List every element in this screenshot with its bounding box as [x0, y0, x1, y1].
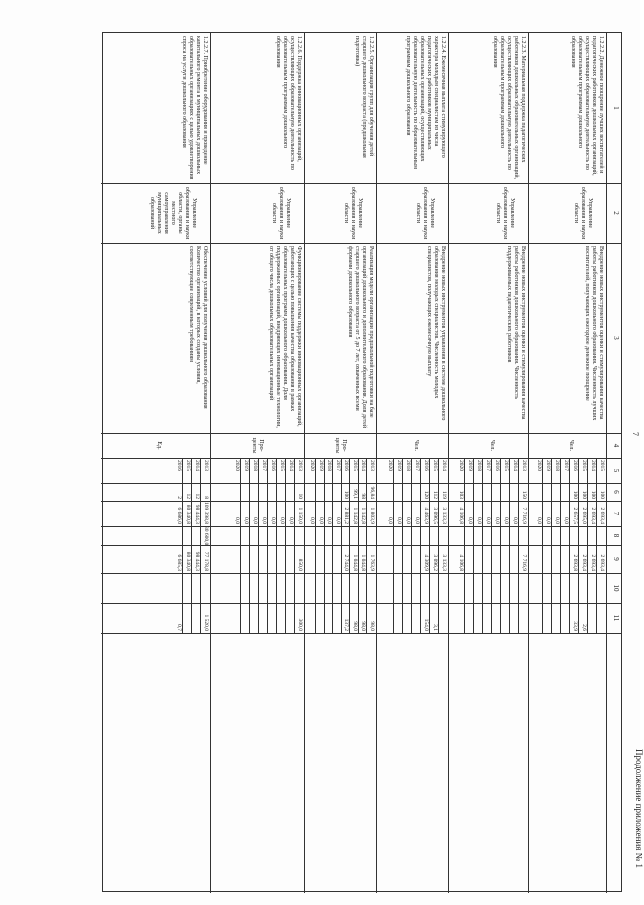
- year-value: 2019: [318, 460, 324, 471]
- cell-value: 0,0: [467, 517, 473, 524]
- cell-value: 3 096,5: [432, 507, 438, 524]
- year-value: 2015: [599, 460, 605, 471]
- column-number: 7: [612, 511, 620, 516]
- cell-value: 103: [458, 490, 464, 499]
- year-row-divider: [367, 458, 368, 633]
- year-row-divider: [411, 458, 412, 633]
- cell-value: 3,1: [432, 624, 438, 631]
- cell-value: 12: [194, 493, 200, 499]
- cell-value: 2 695,0: [581, 507, 587, 524]
- cell-value: 98: [360, 493, 367, 499]
- column-divider: [101, 573, 621, 574]
- row-divider: [448, 33, 449, 893]
- column-number: 10: [612, 584, 620, 592]
- cell-value: 80 340,8: [185, 551, 191, 571]
- year-value: 2013: [203, 460, 209, 471]
- year-row-divider: [578, 458, 579, 633]
- year-row-divider: [240, 458, 241, 633]
- column-number: 5: [612, 468, 620, 473]
- year-value: 2017: [563, 460, 569, 471]
- cell-value: 0,0: [405, 517, 411, 524]
- year-row-divider: [402, 458, 403, 633]
- year-value: 2020: [309, 460, 316, 471]
- cell-value: 99,1: [352, 489, 358, 499]
- year-row-divider: [500, 458, 501, 633]
- column-divider: [101, 526, 621, 527]
- year-row-divider: [182, 458, 183, 633]
- cell-value: 33,9: [572, 621, 578, 631]
- cell-value: 98,0: [369, 621, 375, 631]
- row-divider: [376, 33, 377, 893]
- column-number: 3: [612, 336, 620, 340]
- program-measures-table: [102, 32, 622, 892]
- year-value: 2017: [261, 460, 267, 471]
- cell-value: 0,0: [554, 517, 560, 524]
- executor-text: Управление образования и науки области, органы местного самоуправления муниципальных образований: [149, 186, 197, 240]
- cell-value: 98,0: [352, 621, 358, 631]
- year-row-divider: [542, 458, 543, 633]
- cell-value: 0,0: [326, 517, 333, 524]
- year-row-divider: [429, 458, 430, 633]
- year-value: 2016: [572, 460, 578, 471]
- year-row-divider: [267, 458, 268, 633]
- year-row-divider: [464, 458, 465, 633]
- indicator-text: Функционирование системы поддержки инновационных организаций, работающих с целью повышения качества образования в рамках образовательных программ дошкольного образования. Доля поддержанных организаций, внедряющих инновационные технологии, от общего числа дошкольных образовательных организаций: [268, 246, 302, 428]
- cell-value: 300,0: [297, 618, 303, 631]
- indicator-text: Внедрение новых инструментов оценки и стимулирования качества работы работников дошкольного образования. Численность поддерживаемых педагогических работников: [506, 246, 526, 420]
- unit-text: Чел.: [413, 439, 419, 452]
- year-value: 2016: [494, 460, 500, 471]
- cell-value: 77 178,8: [203, 551, 209, 571]
- cell-value: 100: [581, 490, 587, 499]
- year-row-divider: [358, 458, 359, 633]
- cell-value: 1 150,0: [297, 507, 303, 524]
- cell-value: 0,0: [503, 517, 509, 524]
- cell-value: 1 142,8: [360, 507, 367, 524]
- year-row-divider: [491, 458, 492, 633]
- column-number: 11: [612, 614, 620, 622]
- executor-text: Управление образования и науки области: [573, 186, 593, 240]
- cell-value: 3 096,2: [432, 554, 438, 571]
- cell-value: 1 803,9: [369, 507, 375, 524]
- cell-value: 0,0: [512, 517, 518, 524]
- cell-value: 6 686,0: [176, 507, 182, 524]
- column-divider: [101, 183, 621, 184]
- cell-value: 0,0: [252, 517, 258, 524]
- year-row-divider: [249, 458, 250, 633]
- year-value: 2013: [369, 460, 375, 471]
- column-divider: [101, 458, 621, 459]
- cell-value: 2 693,4: [599, 554, 605, 571]
- year-value: 2014: [194, 460, 200, 471]
- executor-text: Управление образования и науки области: [343, 186, 363, 240]
- measure-text: 1.2.2.6. Поддержка инновационных организаций, осуществляющих образовательную деятельность по образовательным программам дошкольного образования: [275, 36, 302, 170]
- cell-value: 0,0: [476, 517, 482, 524]
- cell-value: 2 693,4: [599, 507, 605, 524]
- year-row-divider: [509, 458, 510, 633]
- cell-value: 1 044,8: [352, 554, 358, 571]
- column-number: 4: [612, 443, 620, 448]
- year-row-divider: [393, 458, 394, 633]
- year-row-divider: [350, 458, 351, 633]
- unit-text: Чел.: [489, 439, 495, 452]
- cell-value: 0,0: [234, 517, 240, 524]
- row-divider: [606, 33, 607, 893]
- cell-value: 30 600,0: [203, 526, 209, 546]
- year-row-divider: [276, 458, 277, 633]
- column-number: 6: [612, 490, 620, 494]
- column-divider: [101, 433, 621, 434]
- year-row-divider: [569, 458, 570, 633]
- year-row-divider: [341, 458, 342, 633]
- cell-value: 0,0: [318, 517, 324, 524]
- year-row-divider: [200, 458, 201, 633]
- cell-value: 112: [432, 490, 438, 499]
- year-value: 2017: [414, 460, 420, 471]
- cell-value: 2 881,2: [343, 507, 350, 524]
- measure-text: 1.2.2.7. Приобретение оборудования и проведение капитального ремонта в муниципальных дошкольных образовательных организациях с целью удовлетворения спроса на услуги дошкольного образования: [181, 36, 208, 180]
- page-number: 7: [631, 432, 640, 436]
- column-divider: [101, 633, 621, 634]
- year-row-divider: [596, 458, 597, 633]
- cell-value: 98,0: [360, 621, 367, 631]
- indicator-text: Обеспечение условий для получения дошкольного образования Количество организаций, в которых созданы условия, соответствующие современным требованиям: [188, 246, 208, 409]
- cell-value: 3 133,3: [441, 554, 447, 571]
- cell-value: 1 520,0: [203, 614, 209, 631]
- indicator-text: Внедрение новых инструментов управления в системе дошкольного образования молодых специалистов. Численность молодых специалистов, получающих ежемесячную выплату: [426, 246, 446, 421]
- cell-value: 120: [423, 490, 429, 499]
- cell-value: 0,0: [288, 517, 294, 524]
- cell-value: 100: [572, 490, 578, 499]
- year-row-divider: [420, 458, 421, 633]
- year-value: 2016: [423, 460, 429, 471]
- cell-value: 137,2: [343, 618, 350, 631]
- column-number: 2: [612, 211, 620, 215]
- cell-value: 2 657,5: [572, 507, 578, 524]
- cell-value: 0,0: [335, 517, 341, 524]
- measure-text: 1.2.2.5. Организация групп для обучения детей старшего дошкольного возраста (предшкольная подготовка): [354, 36, 374, 158]
- cell-value: 0,0: [414, 517, 420, 524]
- year-value: 2015: [352, 460, 358, 471]
- year-value: 2018: [554, 460, 560, 471]
- cell-value: 10: [297, 493, 303, 499]
- cell-value: 4 309,9: [423, 554, 429, 571]
- year-value: 2018: [326, 460, 333, 471]
- year-row-divider: [473, 458, 474, 633]
- year-value: 2017: [485, 460, 491, 471]
- year-row-divider: [438, 458, 439, 633]
- year-row-divider: [258, 458, 259, 633]
- year-row-divider: [560, 458, 561, 633]
- measure-text: 1.2.2.4. Ежемесячная выплата стимулирующего характера молодым специалистам из числа педагогических работников муниципальных образовательных организаций, осуществляющих образовательную деятельность по образовательным программам дошкольного образования: [405, 36, 446, 169]
- cell-value: 4 463,9: [423, 507, 429, 524]
- year-value: 2019: [243, 460, 249, 471]
- cell-value: 12: [185, 493, 191, 499]
- cell-value: 2: [176, 496, 182, 499]
- cell-value: 100: [590, 490, 596, 499]
- year-value: 2014: [360, 460, 367, 471]
- cell-value: 2 693,4: [590, 507, 596, 524]
- cell-value: 2 693,4: [581, 554, 587, 571]
- year-row-divider: [587, 458, 588, 633]
- year-row-divider: [482, 458, 483, 633]
- cell-value: 98 444,3: [194, 504, 200, 524]
- year-value: 2016: [343, 460, 350, 471]
- year-value: 2015: [503, 460, 509, 471]
- executor-text: Управление образования и науки области: [271, 186, 291, 240]
- column-number: 8: [612, 533, 620, 538]
- cell-value: 1 044,8: [360, 554, 367, 571]
- cell-value: 6 685,3: [176, 554, 182, 571]
- year-value: 2020: [387, 460, 393, 471]
- year-value: 2013: [521, 460, 527, 471]
- column-number: 9: [612, 557, 620, 561]
- indicator-text: Реализация модели организации предшкольной подготовки на базе организаций дошкольного и дополнительного образования. Доля детей старшего дошкольного возраста от 5 до 7 лет, охваченных всеми формами дошкольного образования: [347, 246, 374, 429]
- cell-value: 4 106,8: [458, 554, 464, 571]
- year-value: 2015: [581, 460, 587, 471]
- year-row-divider: [285, 458, 286, 633]
- row-divider: [528, 33, 529, 893]
- cell-value: 0,0: [545, 517, 551, 524]
- year-row-divider: [518, 458, 519, 633]
- cell-value: 98 444,3: [194, 551, 200, 571]
- cell-value: 0,0: [309, 517, 316, 524]
- unit-text: Чел.: [568, 439, 574, 452]
- year-value: 2014: [288, 460, 294, 471]
- cell-value: 2 693,4: [590, 554, 596, 571]
- cell-value: 2 693,8: [572, 554, 578, 571]
- year-value: 2015: [432, 460, 438, 471]
- year-value: 2016: [176, 460, 182, 471]
- cell-value: 7 716,9: [521, 554, 527, 571]
- cell-value: 0,0: [494, 517, 500, 524]
- row-divider: [210, 33, 211, 893]
- measure-text: 1.2.2.3. Материальная поддержка педагогических работников дошкольных образовательных организаций, осуществляющих образовательную деятельность по образовательным программам дошкольного образования: [492, 36, 526, 180]
- year-value: 2014: [441, 460, 447, 471]
- cell-value: 8: [203, 496, 209, 499]
- cell-value: 0,0: [563, 517, 569, 524]
- year-value: 2014: [512, 460, 518, 471]
- year-value: 2020: [234, 460, 240, 471]
- year-value: 2019: [396, 460, 402, 471]
- cell-value: 1 763,9: [369, 554, 375, 571]
- cell-value: 96,84: [369, 486, 375, 499]
- cell-value: 0,0: [396, 517, 402, 524]
- year-value: 2018: [405, 460, 411, 471]
- cell-value: 850,0: [297, 558, 303, 571]
- cell-value: 119: [441, 490, 447, 499]
- year-value: 2015: [185, 460, 191, 471]
- cell-value: 154,0: [423, 618, 429, 631]
- cell-value: 3 133,3: [441, 507, 447, 524]
- cell-value: 0,0: [279, 517, 285, 524]
- cell-value: 0,0: [536, 517, 542, 524]
- unit-text: Ед.: [156, 441, 162, 450]
- cell-value: 109 398,8: [203, 502, 209, 524]
- year-row-divider: [333, 458, 334, 633]
- column-number: 1: [612, 106, 620, 110]
- year-value: 2015: [279, 460, 285, 471]
- cell-value: 7 716,9: [521, 507, 527, 524]
- cell-value: 0,0: [387, 517, 393, 524]
- cell-value: 0,0: [243, 517, 249, 524]
- year-value: 2013: [297, 460, 303, 471]
- measure-text: 1.2.2.2. Денежное поощрение лучших воспитателей и педагогических работников дошкольных организаций, осуществляющих образовательную деятельность по образовательным программам дошкольного образования: [570, 36, 604, 176]
- year-row-divider: [316, 458, 317, 633]
- appendix-continuation-note: Продолжение приложения № 1: [634, 748, 644, 868]
- indicator-text: Внедрение новых инструментов оценки и стимулирования качества работы работников дошкольного образования. Численность лучших воспитателей, получающих ежегодное денежное поощрение: [584, 246, 604, 421]
- column-divider: [101, 243, 621, 244]
- executor-text: Управление образования и науки области: [415, 186, 435, 240]
- year-value: 2019: [467, 460, 473, 471]
- rotated-table-area: [102, 32, 644, 892]
- year-row-divider: [324, 458, 325, 633]
- year-row-divider: [294, 458, 295, 633]
- cell-value: 2 744,0: [343, 554, 350, 571]
- cell-value: 150: [521, 490, 527, 499]
- cell-value: 80 340,8: [185, 504, 191, 524]
- year-value: 2014: [590, 460, 596, 471]
- cell-value: 2,6: [581, 624, 587, 631]
- year-value: 2018: [252, 460, 258, 471]
- cell-value: 0,0: [485, 517, 491, 524]
- cell-value: 4 106,8: [458, 507, 464, 524]
- year-row-divider: [551, 458, 552, 633]
- executor-text: Управление образования и науки области: [495, 186, 515, 240]
- cell-value: 0,0: [261, 517, 267, 524]
- year-row-divider: [191, 458, 192, 633]
- year-value: 2020: [458, 460, 464, 471]
- cell-value: 0,0: [270, 517, 276, 524]
- year-value: 2017: [335, 460, 341, 471]
- cell-value: 1 142,8: [352, 507, 358, 524]
- unit-text: Про-центы: [251, 437, 264, 454]
- year-value: 2020: [536, 460, 542, 471]
- cell-value: 100: [343, 490, 350, 499]
- cell-value: 100: [599, 490, 605, 499]
- cell-value: 0,7: [176, 624, 182, 631]
- year-value: 2019: [545, 460, 551, 471]
- year-value: 2016: [270, 460, 276, 471]
- year-value: 2018: [476, 460, 482, 471]
- unit-text: Про-центы: [334, 437, 347, 454]
- row-divider: [304, 33, 305, 893]
